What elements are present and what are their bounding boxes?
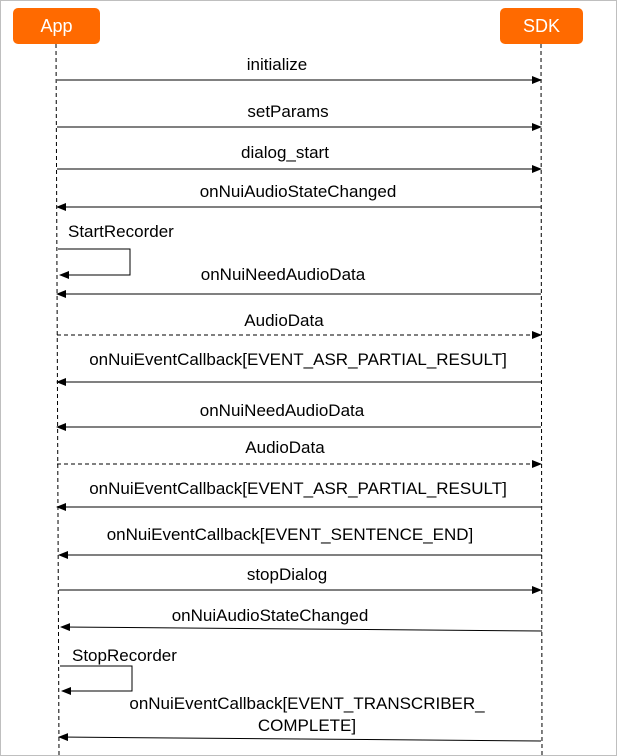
message-label: setParams (247, 102, 329, 121)
self-message-label: StopRecorder (72, 646, 177, 665)
message-label: AudioData (244, 311, 324, 330)
message-arrow (59, 737, 541, 741)
actor-app: App (13, 8, 100, 44)
self-message-arrow (60, 666, 132, 691)
message-label: onNuiNeedAudioData (200, 265, 366, 284)
message-label: dialog_start (241, 143, 329, 162)
self-message-arrow (58, 249, 130, 275)
message-label: onNuiEventCallback[EVENT_ASR_PARTIAL_RESULT] (89, 350, 507, 369)
diagram-canvas (1, 1, 616, 755)
message-arrow (61, 627, 542, 631)
self-message-label: StartRecorder (68, 222, 174, 241)
message-label: initialize (246, 55, 308, 74)
message-label: onNuiAudioStateChanged (171, 606, 369, 625)
message-label: onNuiNeedAudioData (199, 401, 365, 420)
message-label: onNuiEventCallback[EVENT_ASR_PARTIAL_RESULT] (89, 479, 507, 498)
message-label: stopDialog (246, 565, 328, 584)
lifeline-app (56, 44, 59, 755)
message-label-line2: COMPLETE] (257, 716, 357, 735)
message-label: onNuiEventCallback[EVENT_SENTENCE_END] (106, 525, 474, 544)
lifeline-sdk (541, 44, 542, 755)
message-label: AudioData (245, 438, 325, 457)
message-label: onNuiAudioStateChanged (199, 182, 397, 201)
message-label: onNuiEventCallback[EVENT_TRANSCRIBER_ (129, 694, 485, 713)
actor-sdk: SDK (500, 8, 583, 44)
